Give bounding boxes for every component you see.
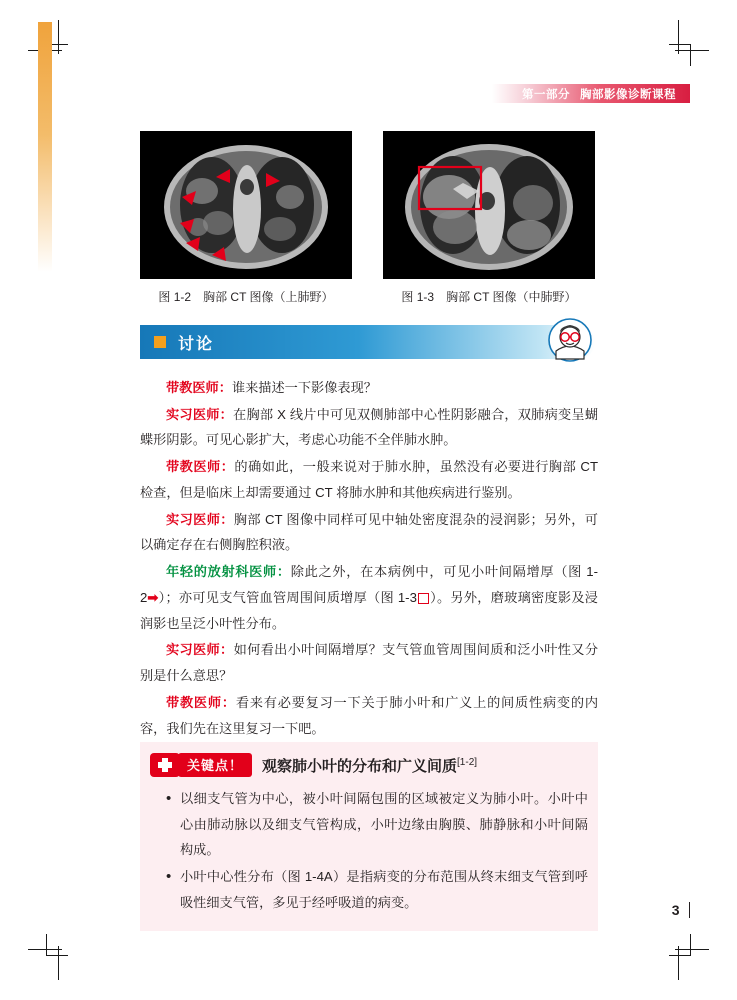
- figure-1-2: [140, 131, 352, 305]
- keypoint-item: [150, 786, 588, 863]
- dialog-text: 在胸部 X 线片中可见双侧肺部中心性阴影融合，双肺病变呈蝴蝶形阴影。可见心影扩大，考虑心功能不全伴肺水肿。: [140, 406, 599, 448]
- speaker-label: 实习医师：: [166, 511, 234, 527]
- dialog-line-6: [140, 637, 598, 688]
- dialog-line-2: [140, 402, 598, 453]
- keypoint-item: [150, 864, 588, 915]
- speaker-label: 带教医师：: [166, 459, 235, 475]
- left-gradient-bar: [38, 22, 52, 272]
- bullet-icon: •: [166, 868, 172, 886]
- speaker-label: 实习医师：: [166, 642, 234, 658]
- keypoint-item-text: 以细支气管为中心，被小叶间隔包围的区域被定义为肺小叶。小叶中心由肺动脉以及细支气管构成，小叶边缘由胸膜、肺静脉和小叶间隔构成。: [180, 791, 588, 858]
- speaker-label: 实习医师：: [166, 406, 234, 422]
- discussion-body: [140, 375, 598, 742]
- dialog-line-4: [140, 507, 598, 558]
- page-number-value: 3: [671, 902, 680, 918]
- keypoint-title-text: 观察肺小叶的分布和广义间质: [262, 757, 458, 775]
- figure-row: [140, 131, 595, 305]
- dialog-line-3: [140, 454, 598, 505]
- speaker-label: 年轻的放射科医师：: [166, 564, 291, 580]
- discussion-header: [140, 325, 595, 359]
- keypoint-body: [150, 786, 588, 916]
- dialog-text: 胸部 CT 图像中同样可见中轴处密度混杂的浸润影；另外，可以确定存在右侧胸腔积液。: [140, 511, 598, 553]
- first-aid-kit-icon: [150, 753, 180, 777]
- keypoint-title: [262, 755, 477, 776]
- discussion-heading: 讨论: [178, 335, 215, 353]
- running-head-part: 第一部分: [522, 88, 570, 101]
- keypoint-header: [150, 752, 588, 778]
- doctor-avatar-icon: [547, 317, 593, 363]
- page-number-rule: [689, 902, 691, 918]
- dialog-line-1: [140, 375, 598, 401]
- speaker-label: 带教医师：: [166, 380, 232, 395]
- dialog-text-middle: ）；亦可见支气管血管周围间质增厚（图 1-3: [158, 589, 417, 605]
- keypoint-box: [140, 742, 598, 931]
- dialog-line-5: [140, 559, 598, 636]
- dialog-text: 如何看出小叶间隔增厚？支气管血管周围间质和泛小叶性又分别是什么意思？: [140, 642, 599, 684]
- speaker-label: 带教医师：: [166, 694, 236, 710]
- dialog-text-before: 除此之外，在本病例中，可见小叶间隔增厚（图 1-2: [140, 564, 598, 605]
- dialog-text: 谁来描述一下影像表现？: [231, 380, 377, 395]
- figure-1-2-caption: 图 1-2 胸部 CT 图像（上肺野）: [158, 290, 334, 304]
- bullet-icon: •: [166, 790, 172, 807]
- running-head-title: 胸部影像诊断课程: [580, 88, 676, 101]
- chest-ct-middle-lung-field-image: [383, 131, 595, 279]
- page-number: [672, 902, 690, 918]
- orange-square-icon: [154, 336, 166, 348]
- dialog-text: 的确如此，一般来说对于肺水肿，虽然没有必要进行胸部 CT 检查，但是临床上却需要通过 CT 将肺水肿和其他疾病进行鉴别。: [140, 459, 599, 500]
- chest-ct-upper-lung-field-image: [140, 131, 352, 279]
- keypoint-badge-label: 关键点！: [178, 753, 252, 777]
- keypoint-badge: [150, 753, 252, 777]
- running-head: [492, 84, 690, 103]
- figure-1-3-caption: 图 1-3 胸部 CT 图像（中肺野）: [401, 290, 577, 304]
- dialog-text: 看来有必要复习一下关于肺小叶和广义上的间质性病变的内容，我们先在这里复习一下吧。: [140, 694, 599, 736]
- red-box-marker-icon: [418, 593, 429, 604]
- keypoint-reference: [1-2]: [457, 756, 478, 768]
- figure-1-3: [383, 131, 595, 305]
- red-arrow-marker-icon: ➡: [147, 589, 159, 605]
- dialog-line-7: [140, 690, 598, 741]
- dialog-text-after: ）。另外，磨玻璃密度影及浸润影也呈泛小叶性分布。: [140, 589, 598, 631]
- keypoint-item-text: 小叶中心性分布（图 1-4A）是指病变的分布范围从终末细支气管到呼吸性细支气管，多见于经呼吸道的病变。: [180, 869, 588, 910]
